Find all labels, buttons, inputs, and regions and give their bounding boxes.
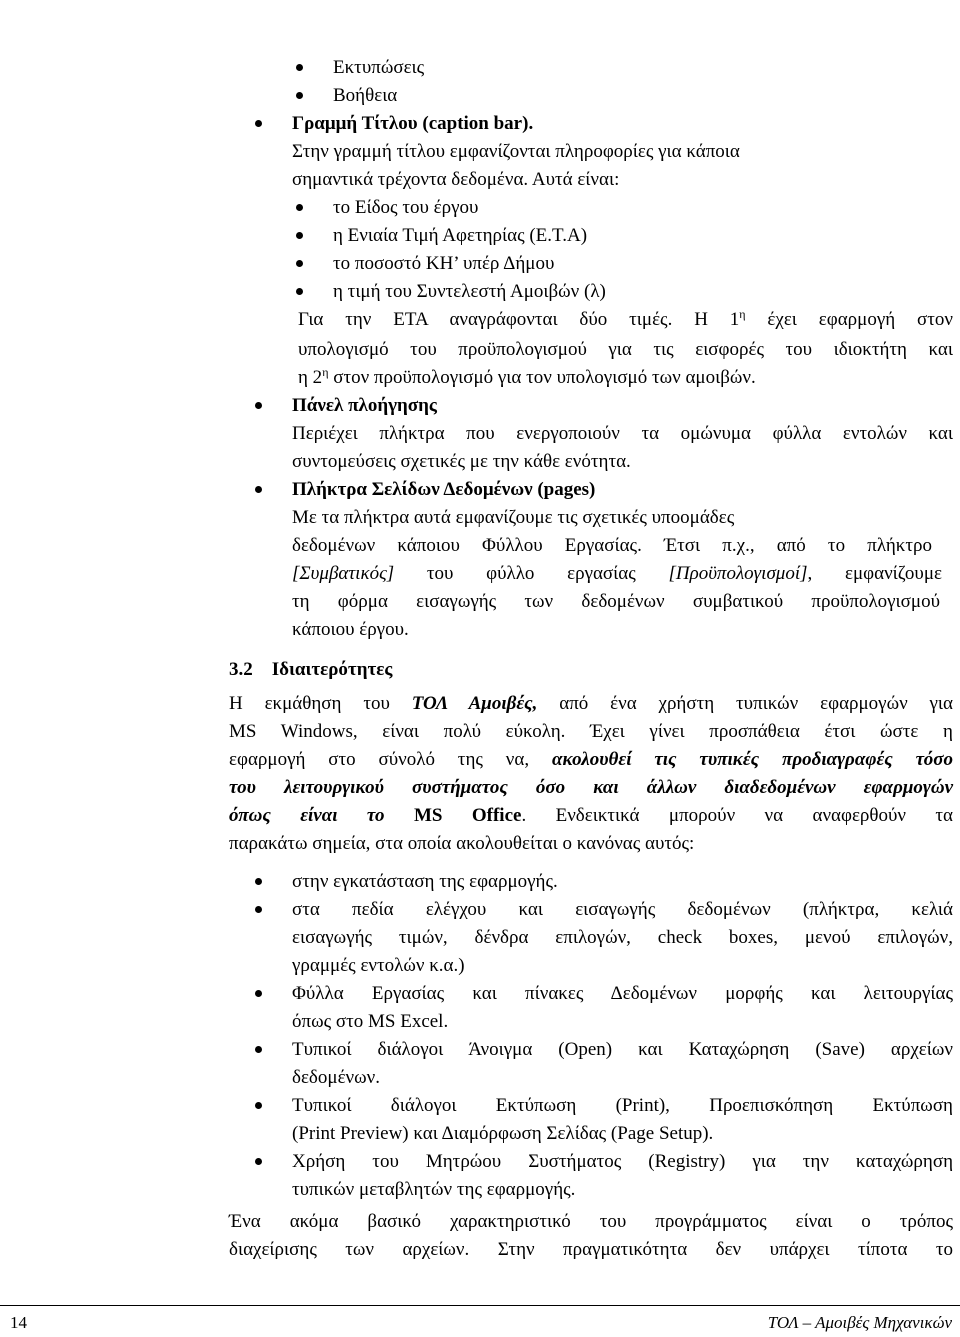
page-number: 14 [10,1313,27,1332]
pages-text: δεδομένων κάποιου Φύλλου Εργασίας. Έτσι π.χ., από το πλήκτρο [292,535,932,556]
bullet [255,120,262,127]
list-item: όπως στο MS Excel. [292,1011,449,1032]
bullet [296,64,303,71]
list-item: η τιμή του Συντελεστή Αμοιβών (λ) [333,281,606,302]
bullet [255,1046,262,1053]
list-item: εισαγωγής τιμών, δένδρα επιλογών, check boxes, μενού επιλογών, [292,927,953,948]
paragraph: Ένα ακόμα βασικό χαρακτηριστικό του προγράμματος είναι ο τρόπος [229,1211,953,1232]
nav-panel-text: Περιέχει πλήκτρα που ενεργοποιούν τα ομώνυμα φύλλα εντολών και [292,423,953,444]
bullet [296,260,303,267]
pages-text: κάποιου έργου. [292,619,409,640]
section-heading [229,656,392,684]
list-item: Βοήθεια [333,85,398,106]
bullet [255,878,262,885]
paragraph: διαχείρισης των αρχείων. Στην πραγματικότητα δεν υπάρχει τίποτα το [229,1239,953,1260]
nav-panel-text: συντομεύσεις σχετικές με την κάθε ενότητα. [292,451,631,472]
eta-text: υπολογισμό του προϋπολογισμού για τις εισφορές του ιδιοκτήτη και [298,339,953,360]
bullet [255,1102,262,1109]
list-item: Εκτυπώσεις [333,57,425,78]
list-item: δεδομένων. [292,1067,380,1088]
pages-heading: Πλήκτρα Σελίδων Δεδομένων (pages) [292,479,596,500]
bullet [255,402,262,409]
paragraph: όπως είναι το MS Office. Ενδεικτικά μπορούν να αναφερθούν τα [229,805,953,826]
list-item: το Είδος του έργου [333,197,479,218]
list-item: η Ενιαία Τιμή Αφετηρίας (Ε.Τ.Α) [333,225,588,246]
bullet [296,232,303,239]
caption-bar-heading: Γραμμή Τίτλου (caption bar). [292,113,534,134]
bullet [255,990,262,997]
footer-rule [0,1305,960,1306]
list-item: τυπικών μεταβλητών της εφαρμογής. [292,1179,576,1200]
footer-title: ΤΟΛ – Αμοιβές Μηχανικών [767,1313,952,1332]
section-title: Ιδιαιτερότητες [271,659,393,680]
paragraph: Η εκμάθηση του ΤΟΛ Αμοιβές, από ένα χρήστη τυπικών εφαρμογών για [229,693,953,714]
caption-bar-text: Στην γραμμή τίτλου εμφανίζονται πληροφορίες για κάποια [292,141,740,162]
list-item: Φύλλα Εργασίας και πίνακες Δεδομένων μορφής και λειτουργίας [292,983,953,1004]
paragraph: εφαρμογή στο σύνολό της να, ακολουθεί τις τυπικές προδιαγραφές τόσο [229,749,953,770]
bullet [296,204,303,211]
caption-bar-text: σημαντικά τρέχοντα δεδομένα. Αυτά είναι: [292,169,620,190]
bullet [255,486,262,493]
nav-panel-heading: Πάνελ πλοήγησης [292,395,437,416]
eta-text: η $2^\eta$ στον προϋπολογισμό για τον υπολογισμό των αμοιβών. [298,365,756,388]
list-item: το ποσοστό ΚΗ’ υπέρ Δήμου [333,253,555,274]
list-item: Χρήση του Μητρώου Συστήματος (Registry) για την καταχώρηση [292,1151,953,1172]
list-item: στα πεδία ελέγχου και εισαγωγής δεδομένων (πλήκτρα, κελιά [292,899,953,920]
pages-text: τη φόρμα εισαγωγής των δεδομένων συμβατικού προϋπολογισμού [292,591,940,612]
list-item: Τυπικοί διάλογοι Εκτύπωση (Print), Προεπισκόπηση Εκτύπωση [292,1095,953,1116]
paragraph: του λειτουργικού συστήματος όσο και άλλων διαδεδομένων εφαρμογών [229,777,953,798]
list-item: γραμμές εντολών κ.α.) [292,955,465,976]
paragraph: παρακάτω σημεία, στα οποία ακολουθείται ο κανόνας αυτός: [229,833,695,854]
list-item: Τυπικοί διάλογοι Άνοιγμα (Open) και Καταχώρηση (Save) αρχείων [292,1039,953,1060]
list-item: (Print Preview) και Διαμόρφωση Σελίδας (Page Setup). [292,1123,714,1144]
bullet [255,906,262,913]
list-item: στην εγκατάσταση της εφαρμογής. [292,871,558,892]
bullet [296,288,303,295]
section-number: 3.2 [229,659,253,680]
bullet [296,92,303,99]
pages-text: Με τα πλήκτρα αυτά εμφανίζουμε τις σχετικές υποομάδες [292,507,735,528]
paragraph: MS Windows, είναι πολύ εύκολη. Έχει γίνει προσπάθεια έτσι ώστε η [229,721,953,742]
bullet [255,1158,262,1165]
pages-text: [Συμβατικός] του φύλλο εργασίας [Προϋπολογισμοί], εμφανίζουμε [292,563,943,584]
eta-text: Για την ΕΤΑ αναγράφονται δύο τιμές. Η $1^\eta$ έχει εφαρμογή στον [298,307,954,330]
